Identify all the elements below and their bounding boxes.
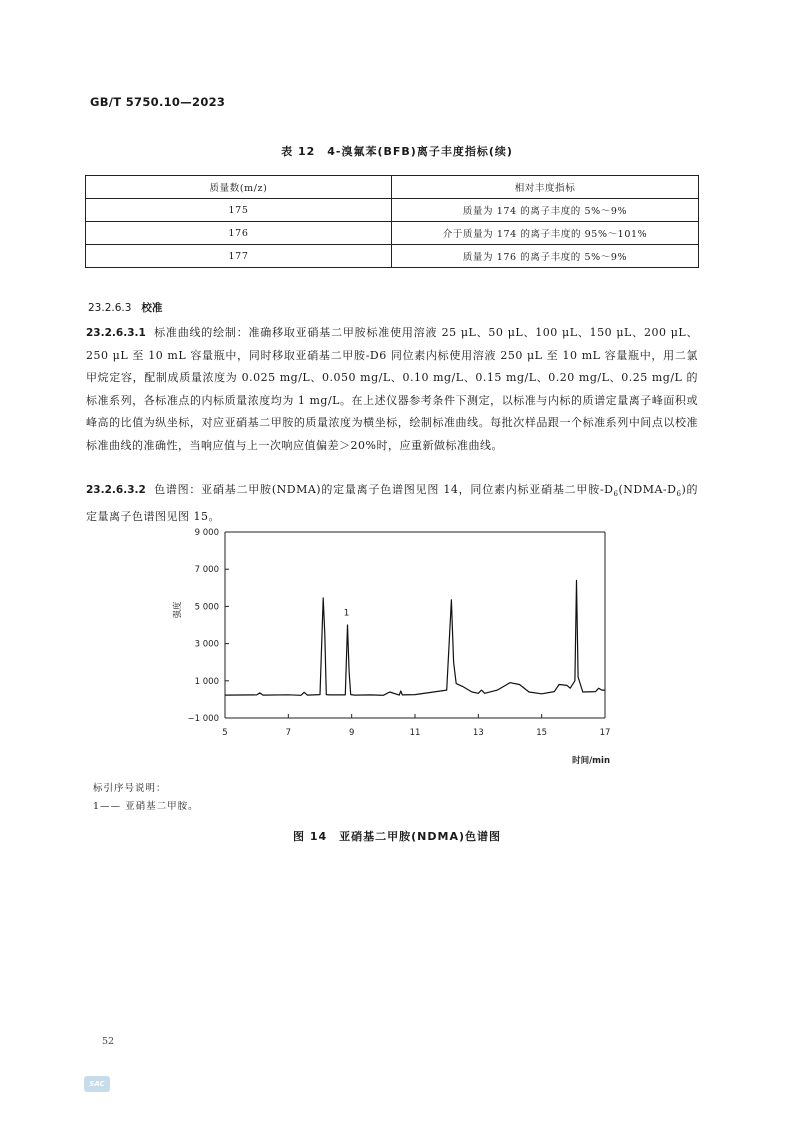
paragraph-text: )的定量离子色谱图见图 15。 — [86, 483, 699, 523]
page-number: 52 — [102, 1036, 115, 1047]
x-tick-label: 13 — [472, 728, 484, 738]
table-header-mass: 质量数(m/z) — [86, 176, 392, 199]
y-tick-label: 9 000 — [194, 528, 219, 538]
y-tick-label: 3 000 — [194, 639, 219, 650]
paragraph-number: 23.2.6.3.2 — [86, 484, 146, 496]
y-axis-label: 强度 — [173, 601, 183, 619]
paragraph-text: 标准曲线的绘制：准确移取亚硝基二甲胺标准使用溶液 25 μL、50 μL、100 μL、150 μL、200 μL、250 μL 至 10 mL 容量瓶中，同时移取亚硝基二甲胺-D6 同位素内标使用溶液 250 μL 至 10 mL 容量瓶中，用二氯甲烷定容，配制成质量浓度为 0.025 mg/L、0.050 mg/L、0.10 mg/L、0.15 mg/L、0.20 mg/L、0.25 mg/L 的标准系列，各标准点的内标质量浓度均为 1 mg/L。在上述仪器参考条件下测定，以标准与内标的质谱定量离子峰面积或峰高的比值为纵坐标，对应亚硝基二甲胺的质量浓度为横坐标，绘制标准曲线。每批次样品跟一个标准系列中间点以校准标准曲线的准确性，当响应值与上一次响应值偏差＞20%时，应重新做标准曲线。 — [86, 326, 698, 452]
sac-logo: SAC — [84, 1076, 110, 1092]
table-cell-mass: 175 — [86, 199, 392, 222]
x-tick-label: 5 — [222, 728, 228, 738]
legend-item: 1—— 亚硝基二甲胺。 — [93, 801, 199, 812]
x-tick-label: 17 — [599, 728, 611, 738]
section-heading — [88, 300, 162, 315]
ion-abundance-table — [85, 175, 699, 268]
table-title: 表 12 4-溴氟苯(BFB)离子丰度指标(续) — [281, 145, 513, 158]
paragraph-number: 23.2.6.3.1 — [86, 327, 146, 339]
legend-title: 标引序号说明： — [93, 783, 167, 794]
table-row — [86, 222, 699, 245]
table-cell-mass: 177 — [86, 245, 392, 268]
table-header-row — [86, 176, 699, 199]
chromatogram-chart — [160, 522, 620, 772]
document-code: GB/T 5750.10—2023 — [90, 95, 226, 109]
paragraph-text: (NDMA-D — [618, 483, 677, 496]
subscript: 6 — [676, 490, 682, 499]
table-row — [86, 199, 699, 222]
table-cell-abundance: 介于质量为 174 的离子丰度的 95%～101% — [392, 222, 699, 245]
peak-label: 1 — [343, 608, 350, 619]
x-tick-label: 11 — [409, 728, 421, 738]
table-row — [86, 245, 699, 268]
y-tick-label: 5 000 — [194, 602, 219, 613]
x-tick-label: 15 — [536, 728, 548, 738]
x-tick-label: 7 — [285, 728, 292, 738]
paragraph-calibration-curve — [86, 322, 698, 457]
paragraph-chromatogram — [86, 479, 698, 528]
x-axis-label: 时间/min — [572, 756, 610, 766]
table-cell-abundance: 质量为 174 的离子丰度的 5%～9% — [392, 199, 699, 222]
subscript: 6 — [613, 490, 619, 499]
section-number: 23.2.6.3 — [88, 302, 132, 314]
x-tick-label: 9 — [348, 728, 355, 738]
figure-title: 图 14 亚硝基二甲胺(NDMA)色谱图 — [293, 830, 501, 843]
chromatogram-line — [225, 580, 605, 695]
table-cell-mass: 176 — [86, 222, 392, 245]
section-title: 校准 — [141, 302, 163, 314]
y-tick-label: 1 000 — [194, 676, 219, 687]
y-tick-label: 7 000 — [194, 565, 219, 576]
table-cell-abundance: 质量为 176 的离子丰度的 5%～9% — [392, 245, 699, 268]
table-header-abundance: 相对丰度指标 — [392, 176, 699, 199]
paragraph-text: 色谱图：亚硝基二甲胺(NDMA)的定量离子色谱图见图 14，同位素内标亚硝基二甲胺-D — [153, 483, 614, 496]
y-tick-label: −1 000 — [187, 714, 219, 724]
